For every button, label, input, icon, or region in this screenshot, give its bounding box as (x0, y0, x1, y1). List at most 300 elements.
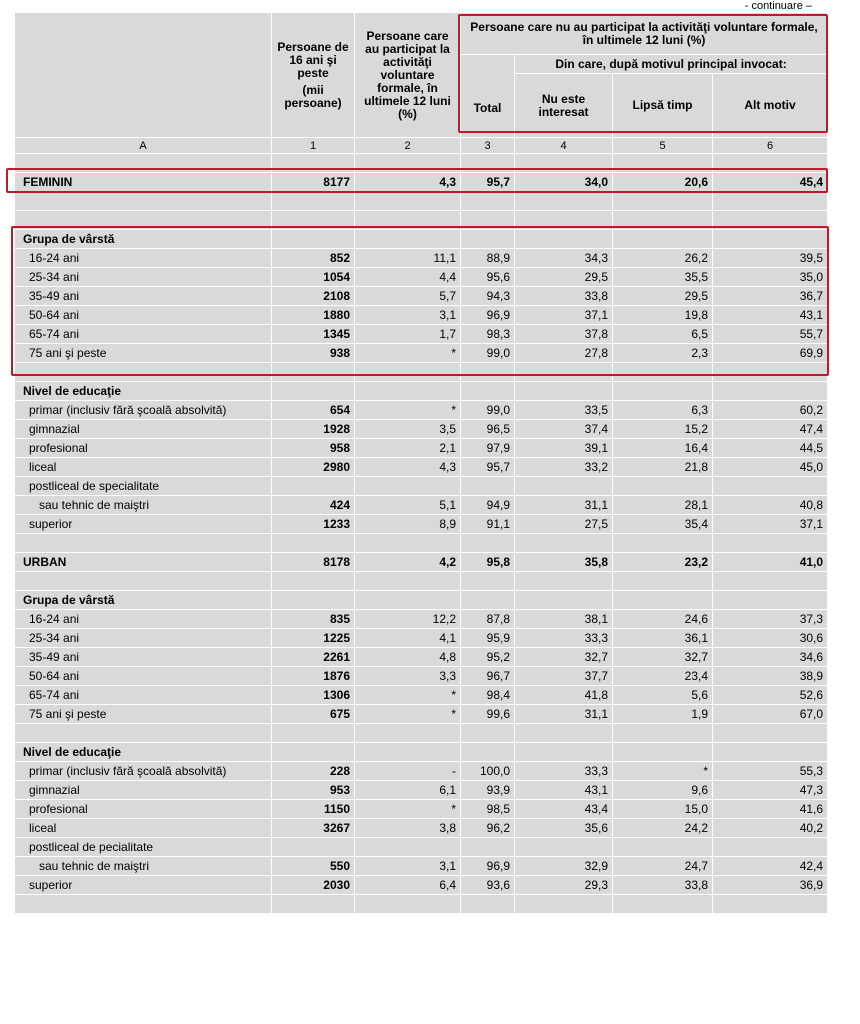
row-label: 25-34 ani (15, 629, 272, 648)
value-cell: 21,8 (613, 458, 713, 477)
empty-cell (355, 895, 461, 914)
value-cell (613, 382, 713, 401)
value-cell: 2,1 (355, 439, 461, 458)
value-cell (461, 591, 515, 610)
value-cell: 1054 (272, 268, 355, 287)
value-cell: 43,1 (713, 306, 828, 325)
empty-cell (713, 211, 828, 230)
empty-cell (272, 192, 355, 211)
value-cell: 3,8 (355, 819, 461, 838)
table-row (15, 876, 828, 895)
empty-cell (515, 154, 613, 173)
empty-cell (15, 192, 272, 211)
table-row (15, 819, 828, 838)
row-label: liceal (15, 458, 272, 477)
value-cell: 88,9 (461, 249, 515, 268)
table-row (15, 344, 828, 363)
value-cell (713, 591, 828, 610)
value-cell: * (355, 686, 461, 705)
row-label: gimnazial (15, 420, 272, 439)
value-cell (713, 382, 828, 401)
empty-cell (355, 572, 461, 591)
table-row (15, 496, 828, 515)
empty-cell (272, 534, 355, 553)
empty-cell (461, 363, 515, 382)
spacer-row (15, 534, 828, 553)
value-cell: 4,1 (355, 629, 461, 648)
continuation-note: - continuare – (744, 0, 812, 12)
value-cell: 6,1 (355, 781, 461, 800)
value-cell (515, 591, 613, 610)
value-cell: 958 (272, 439, 355, 458)
empty-cell (272, 154, 355, 173)
table-row (15, 705, 828, 724)
empty-cell (15, 154, 272, 173)
table-row (15, 648, 828, 667)
value-cell (713, 477, 828, 496)
value-cell: 3,3 (355, 667, 461, 686)
table-row (15, 306, 828, 325)
empty-cell (713, 572, 828, 591)
value-cell: 100,0 (461, 762, 515, 781)
value-cell (355, 838, 461, 857)
value-cell: 29,5 (515, 268, 613, 287)
value-cell: 94,3 (461, 287, 515, 306)
value-cell (461, 838, 515, 857)
value-cell: 550 (272, 857, 355, 876)
empty-cell (15, 534, 272, 553)
value-cell: 41,8 (515, 686, 613, 705)
value-cell (515, 838, 613, 857)
empty-cell (272, 572, 355, 591)
value-cell: 1880 (272, 306, 355, 325)
empty-cell (15, 895, 272, 914)
empty-cell (355, 192, 461, 211)
value-cell: 1233 (272, 515, 355, 534)
value-cell: 28,1 (613, 496, 713, 515)
value-cell: 6,3 (613, 401, 713, 420)
empty-cell (515, 192, 613, 211)
value-cell: 15,0 (613, 800, 713, 819)
value-cell (713, 230, 828, 249)
value-cell: 33,8 (613, 876, 713, 895)
empty-cell (272, 363, 355, 382)
empty-cell (355, 534, 461, 553)
value-cell: 55,3 (713, 762, 828, 781)
row-label: 35-49 ani (15, 287, 272, 306)
value-cell: 40,2 (713, 819, 828, 838)
empty-cell (461, 534, 515, 553)
value-cell (272, 591, 355, 610)
row-label: 35-49 ani (15, 648, 272, 667)
value-cell: 5,7 (355, 287, 461, 306)
value-cell: 1876 (272, 667, 355, 686)
table-row (15, 477, 828, 496)
column-number: 2 (355, 138, 461, 154)
value-cell: 9,6 (613, 781, 713, 800)
header-total: Total (461, 55, 515, 138)
value-cell (515, 743, 613, 762)
empty-cell (15, 572, 272, 591)
spacer-row (15, 192, 828, 211)
value-cell: 40,8 (713, 496, 828, 515)
row-label: liceal (15, 819, 272, 838)
value-cell: 33,3 (515, 629, 613, 648)
value-cell: 33,2 (515, 458, 613, 477)
value-cell: 3267 (272, 819, 355, 838)
value-cell: 3,1 (355, 857, 461, 876)
table-row (15, 249, 828, 268)
value-cell: 41,6 (713, 800, 828, 819)
value-cell: - (355, 762, 461, 781)
value-cell: 24,7 (613, 857, 713, 876)
value-cell: 2980 (272, 458, 355, 477)
value-cell (272, 743, 355, 762)
value-cell: 1928 (272, 420, 355, 439)
empty-cell (613, 211, 713, 230)
value-cell (272, 382, 355, 401)
value-cell: 99,0 (461, 401, 515, 420)
value-cell (613, 838, 713, 857)
value-cell: 37,1 (713, 515, 828, 534)
row-label: FEMININ (15, 173, 272, 192)
statistics-table (14, 12, 828, 914)
value-cell: * (613, 762, 713, 781)
value-cell: 4,3 (355, 173, 461, 192)
empty-cell (272, 211, 355, 230)
value-cell: * (355, 344, 461, 363)
value-cell: 60,2 (713, 401, 828, 420)
value-cell: 95,7 (461, 458, 515, 477)
value-cell: 43,1 (515, 781, 613, 800)
value-cell: 852 (272, 249, 355, 268)
value-cell: 96,7 (461, 667, 515, 686)
row-label: Grupa de vârstă (15, 230, 272, 249)
empty-cell (461, 895, 515, 914)
value-cell: 24,6 (613, 610, 713, 629)
value-cell: 4,2 (355, 553, 461, 572)
value-cell: 27,5 (515, 515, 613, 534)
empty-cell (613, 363, 713, 382)
row-label: 65-74 ani (15, 686, 272, 705)
value-cell (355, 591, 461, 610)
empty-cell (515, 363, 613, 382)
empty-cell (613, 572, 713, 591)
section-row (15, 230, 828, 249)
value-cell: 45,0 (713, 458, 828, 477)
value-cell: 43,4 (515, 800, 613, 819)
empty-cell (355, 211, 461, 230)
header-persons-unit: (mii persoane) (284, 82, 342, 110)
empty-cell (461, 192, 515, 211)
row-label: 50-64 ani (15, 306, 272, 325)
value-cell: 8177 (272, 173, 355, 192)
value-cell (272, 838, 355, 857)
empty-cell (713, 192, 828, 211)
table-row (15, 458, 828, 477)
value-cell: 3,1 (355, 306, 461, 325)
table-row (15, 629, 828, 648)
value-cell: 37,7 (515, 667, 613, 686)
value-cell: 2261 (272, 648, 355, 667)
value-cell: 16,4 (613, 439, 713, 458)
value-cell: 6,4 (355, 876, 461, 895)
value-cell: 20,6 (613, 173, 713, 192)
row-label: superior (15, 876, 272, 895)
value-cell: 4,4 (355, 268, 461, 287)
value-cell: 29,3 (515, 876, 613, 895)
value-cell: 34,3 (515, 249, 613, 268)
value-cell: 37,4 (515, 420, 613, 439)
row-label: Nivel de educaţie (15, 382, 272, 401)
value-cell: 11,1 (355, 249, 461, 268)
section-row (15, 743, 828, 762)
value-cell: 44,5 (713, 439, 828, 458)
value-cell: 27,8 (515, 344, 613, 363)
table-row (15, 857, 828, 876)
value-cell: 1,9 (613, 705, 713, 724)
value-cell (355, 230, 461, 249)
value-cell: * (355, 401, 461, 420)
spacer-row (15, 154, 828, 173)
value-cell: 34,6 (713, 648, 828, 667)
value-cell: 1306 (272, 686, 355, 705)
column-number: 4 (515, 138, 613, 154)
value-cell (613, 230, 713, 249)
row-label: gimnazial (15, 781, 272, 800)
column-number: 3 (461, 138, 515, 154)
empty-cell (713, 895, 828, 914)
spacer-row (15, 363, 828, 382)
value-cell: 99,0 (461, 344, 515, 363)
value-cell: 5,6 (613, 686, 713, 705)
value-cell: 69,9 (713, 344, 828, 363)
total-row (15, 553, 828, 572)
value-cell: 35,6 (515, 819, 613, 838)
empty-cell (713, 363, 828, 382)
value-cell: 47,3 (713, 781, 828, 800)
value-cell: 19,8 (613, 306, 713, 325)
value-cell: 29,5 (613, 287, 713, 306)
header-blank (15, 13, 272, 138)
value-cell: 95,8 (461, 553, 515, 572)
value-cell: 96,5 (461, 420, 515, 439)
table-row (15, 667, 828, 686)
value-cell: 95,6 (461, 268, 515, 287)
value-cell: 37,3 (713, 610, 828, 629)
empty-cell (515, 895, 613, 914)
table-row (15, 686, 828, 705)
empty-cell (15, 724, 272, 743)
value-cell: 31,1 (515, 496, 613, 515)
value-cell: 98,3 (461, 325, 515, 344)
value-cell (272, 477, 355, 496)
value-cell: 23,2 (613, 553, 713, 572)
empty-cell (15, 211, 272, 230)
value-cell (461, 743, 515, 762)
section-row (15, 591, 828, 610)
value-cell: 8178 (272, 553, 355, 572)
value-cell (613, 477, 713, 496)
value-cell: 6,5 (613, 325, 713, 344)
value-cell: 32,7 (613, 648, 713, 667)
section-row (15, 382, 828, 401)
column-number: 6 (713, 138, 828, 154)
value-cell: 91,1 (461, 515, 515, 534)
empty-cell (713, 154, 828, 173)
row-label: 16-24 ani (15, 610, 272, 629)
value-cell: 42,4 (713, 857, 828, 876)
row-label: URBAN (15, 553, 272, 572)
value-cell: 33,3 (515, 762, 613, 781)
spacer-row (15, 572, 828, 591)
value-cell (613, 591, 713, 610)
row-label: 65-74 ani (15, 325, 272, 344)
value-cell: 32,9 (515, 857, 613, 876)
value-cell: 8,9 (355, 515, 461, 534)
value-cell: 38,1 (515, 610, 613, 629)
empty-cell (713, 534, 828, 553)
row-label: 75 ani şi peste (15, 705, 272, 724)
value-cell: 39,5 (713, 249, 828, 268)
value-cell: 654 (272, 401, 355, 420)
spacer-row (15, 895, 828, 914)
value-cell: 24,2 (613, 819, 713, 838)
row-label: 75 ani şi peste (15, 344, 272, 363)
value-cell: 15,2 (613, 420, 713, 439)
value-cell (461, 230, 515, 249)
value-cell: 37,1 (515, 306, 613, 325)
empty-cell (461, 572, 515, 591)
value-cell: 93,9 (461, 781, 515, 800)
value-cell (355, 743, 461, 762)
value-cell: 5,1 (355, 496, 461, 515)
value-cell: 98,4 (461, 686, 515, 705)
value-cell: 96,9 (461, 306, 515, 325)
table-row (15, 762, 828, 781)
value-cell: 95,7 (461, 173, 515, 192)
value-cell (713, 743, 828, 762)
value-cell: 41,0 (713, 553, 828, 572)
table-row (15, 439, 828, 458)
empty-cell (613, 895, 713, 914)
empty-cell (15, 363, 272, 382)
column-number-row (15, 138, 828, 154)
empty-cell (461, 724, 515, 743)
empty-cell (613, 534, 713, 553)
value-cell: 4,8 (355, 648, 461, 667)
value-cell (355, 382, 461, 401)
value-cell: 94,9 (461, 496, 515, 515)
row-label: primar (inclusiv fără şcoală absolvită) (15, 401, 272, 420)
header-other-reason: Alt motiv (713, 74, 828, 138)
value-cell: 33,8 (515, 287, 613, 306)
value-cell: 938 (272, 344, 355, 363)
table-row (15, 781, 828, 800)
value-cell (515, 382, 613, 401)
value-cell: 55,7 (713, 325, 828, 344)
value-cell: * (355, 705, 461, 724)
value-cell: 95,9 (461, 629, 515, 648)
value-cell: 31,1 (515, 705, 613, 724)
table-row (15, 268, 828, 287)
value-cell: 23,4 (613, 667, 713, 686)
value-cell: 30,6 (713, 629, 828, 648)
row-label: profesional (15, 439, 272, 458)
value-cell: 675 (272, 705, 355, 724)
value-cell: 35,4 (613, 515, 713, 534)
value-cell (713, 838, 828, 857)
column-number: 5 (613, 138, 713, 154)
value-cell (355, 477, 461, 496)
header-no-time: Lipsă timp (613, 74, 713, 138)
value-cell: 1150 (272, 800, 355, 819)
value-cell: 36,1 (613, 629, 713, 648)
value-cell: 34,0 (515, 173, 613, 192)
spacer-row (15, 724, 828, 743)
header-persons (272, 13, 355, 138)
value-cell: 1345 (272, 325, 355, 344)
value-cell: 1,7 (355, 325, 461, 344)
value-cell: 424 (272, 496, 355, 515)
table-row (15, 325, 828, 344)
header-not-interested: Nu este interesat (515, 74, 613, 138)
value-cell: 93,6 (461, 876, 515, 895)
empty-cell (713, 724, 828, 743)
value-cell: 36,7 (713, 287, 828, 306)
value-cell: 99,6 (461, 705, 515, 724)
value-cell: 38,9 (713, 667, 828, 686)
column-number: 1 (272, 138, 355, 154)
row-label: Nivel de educaţie (15, 743, 272, 762)
value-cell (272, 230, 355, 249)
empty-cell (272, 895, 355, 914)
value-cell: 12,2 (355, 610, 461, 629)
value-cell: 45,4 (713, 173, 828, 192)
value-cell: 953 (272, 781, 355, 800)
empty-cell (355, 363, 461, 382)
column-number: A (15, 138, 272, 154)
empty-cell (515, 724, 613, 743)
row-label: postliceal de specialitate (15, 477, 272, 496)
row-label: profesional (15, 800, 272, 819)
value-cell: 26,2 (613, 249, 713, 268)
value-cell: 96,2 (461, 819, 515, 838)
table-row (15, 515, 828, 534)
total-row (15, 173, 828, 192)
table-row (15, 401, 828, 420)
value-cell: 47,4 (713, 420, 828, 439)
table-row (15, 610, 828, 629)
value-cell: 37,8 (515, 325, 613, 344)
empty-cell (461, 154, 515, 173)
row-label: postliceal de pecialitate (15, 838, 272, 857)
empty-cell (613, 724, 713, 743)
value-cell: 39,1 (515, 439, 613, 458)
table-row (15, 838, 828, 857)
value-cell: 2108 (272, 287, 355, 306)
empty-cell (613, 192, 713, 211)
empty-cell (515, 534, 613, 553)
header-participated: Persoane care au participat la activităţi voluntare formale, în ultimele 12 luni (%) (355, 13, 461, 138)
row-label: sau tehnic de maiştri (15, 496, 272, 515)
value-cell: 95,2 (461, 648, 515, 667)
value-cell: * (355, 800, 461, 819)
value-cell: 98,5 (461, 800, 515, 819)
empty-cell (355, 154, 461, 173)
spacer-row (15, 211, 828, 230)
table-row (15, 800, 828, 819)
